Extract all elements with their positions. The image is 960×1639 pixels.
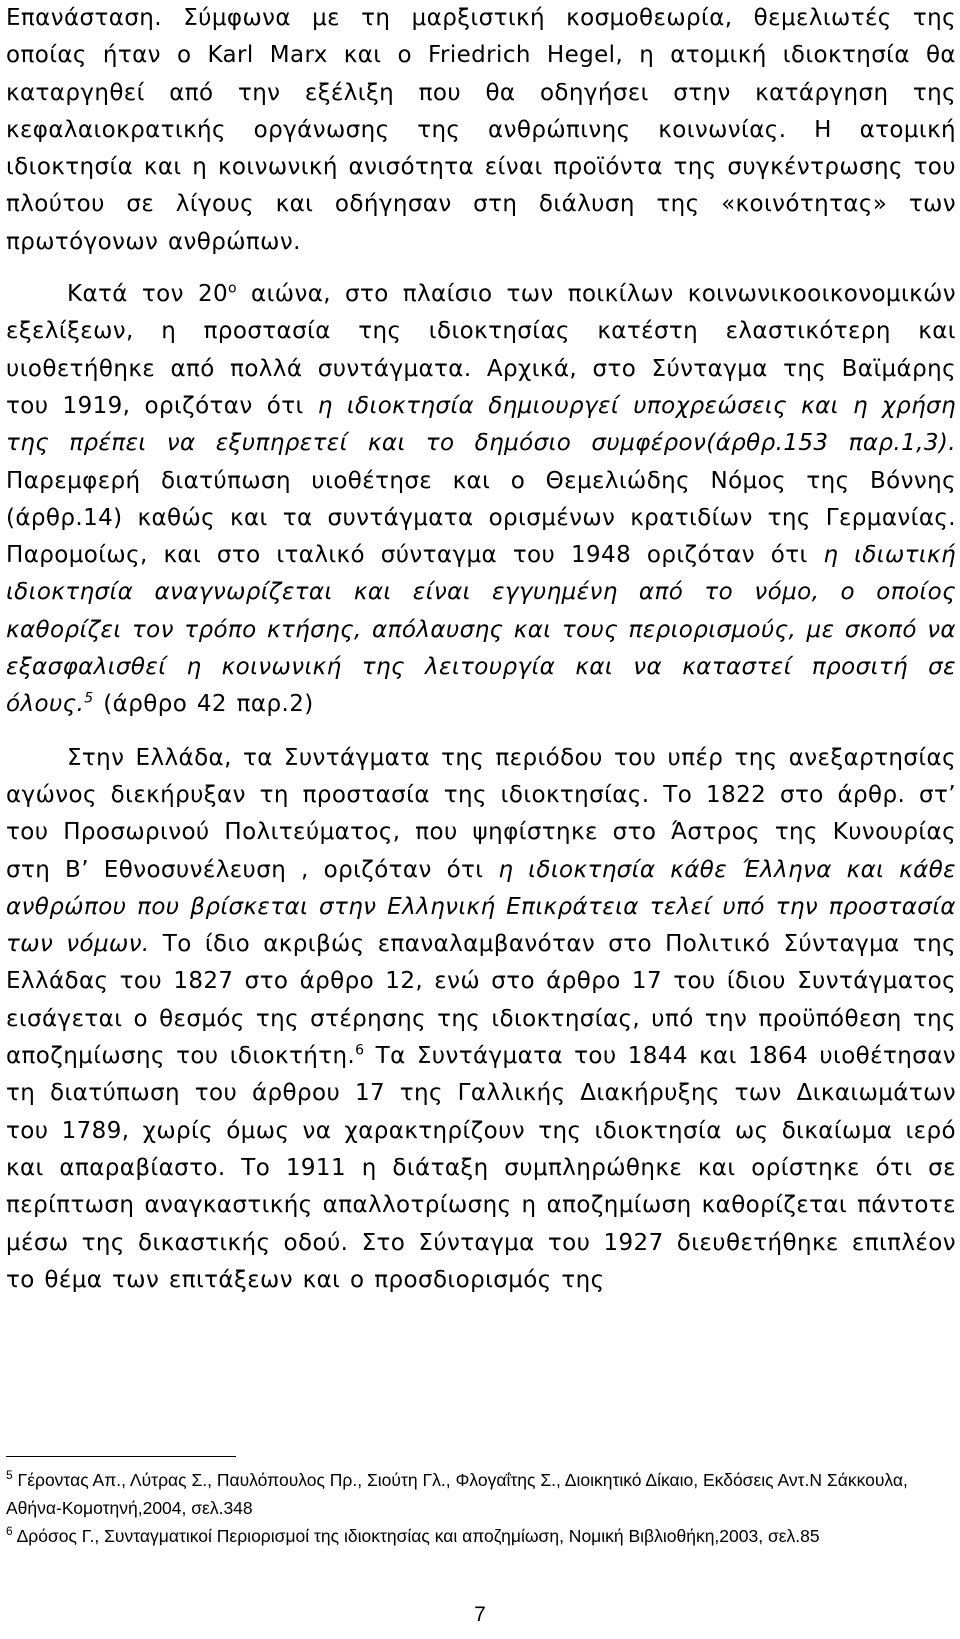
italian-quote-text: η ιδιωτική ιδιοκτησία αναγνωρίζεται και είναι εγγυημένη από το νόμο, ο οποίος καθορίζει τον τρόπο κτήσης, απόλαυσης και τους περιορισμούς, με σκοπό να εξασφαλισθεί η κοινωνική της λειτουργία και να καταστεί προσιτή σε όλους. (6, 542, 956, 718)
paragraph-2-text-a: Κατά τον 20 (67, 281, 229, 308)
paragraph-2-text-b: αιώνα, στο πλαίσιο των ποικίλων κοινωνικοοικονομικών εξελίξεων, η προστασία της ιδιοκτησίας κατέστη ελαστικότερη και υιοθετήθηκε από πολλά συντάγματα. Αρχικά, στο Σύνταγμα της Βαϊμάρης του 1919, οριζόταν ότι (6, 281, 956, 419)
footnote-number: 6 (6, 1524, 13, 1539)
paragraph-2-text-f: (άρθρο 42 παρ.2) (93, 691, 314, 718)
constitution-1822-quote: η ιδιοκτησία κάθε Έλληνα και κάθε ανθρώπου που βρίσκεται στην Ελληνική Επικράτεια τελεί υπό την προστασία των νόμων. (6, 856, 956, 958)
paragraph-3-text-a: Στην Ελλάδα, τα Συντάγματα της περιόδου του υπέρ της ανεξαρτησίας αγώνος διεκήρυξαν τη προστασία της ιδιοκτησίας. Το 1822 στο άρθρ. στ’ του Προσωρινού Πολιτεύματος, που ψηφίστηκε στο Άστρος της Κυνουρίας στη Β’ Εθνοσυνέλευση , οριζόταν ότι (6, 744, 956, 883)
footnote-text: Γέροντας Απ., Λύτρας Σ., Παυλόπουλος Πρ., Σιούτη Γλ., Φλογαΐτης Σ., Διοικητικό Δίκαιο, Εκδόσεις Αντ.Ν Σάκκουλα, Αθήνα-Κομοτηνή,2004, σελ.348 (6, 1470, 908, 1518)
paragraph-1-text: Επανάσταση. Σύμφωνα με τη μαρξιστική κοσμοθεωρία, θεμελιωτές της οποίας ήταν ο Karl Marx και ο Friedrich Hegel, η ατομική ιδιοκτησία θα καταργηθεί από την εξέλιξη που θα οδηγήσει στην κατάργηση της κεφαλαιοκρατικής οργάνωσης της ανθρώπινης κοινωνίας. Η ατομική ιδιοκτησία και η κοινωνική ανισότητα είναι προϊόντα της συγκέντρωσης του πλούτου σε λίγους και οδήγησαν στη διάλυση της «κοινότητας» των πρωτόγονων ανθρώπων. (6, 5, 956, 255)
footnote-ref-5[interactable]: 5 (84, 690, 94, 707)
footnote-text: Δρόσος Γ., Συνταγματικοί Περιορισμοί της ιδιοκτησίας και αποζημίωση, Νομική Βιβλιοθήκη,2003, σελ.85 (12, 1526, 820, 1546)
paragraph-1 (6, 0, 956, 261)
footnote-6 (6, 1522, 956, 1550)
body-text (6, 0, 956, 1299)
paragraph-2 (6, 276, 956, 724)
footnote-number: 5 (6, 1468, 13, 1483)
paragraph-2-text-d: Παρεμφερή διατύπωση υιοθέτησε και ο Θεμελιώδης Νόμος της Βόννης (άρθρ.14) καθώς και τα συντάγματα ορισμένων κρατιδίων της Γερμανίας. Παρομοίως, και στο ιταλικό σύνταγμα του 1948 οριζόταν ότι (6, 467, 956, 569)
footnote-separator (6, 1456, 236, 1457)
paragraph-3 (6, 740, 956, 1299)
paragraph-3-text-c: Το ίδιο ακριβώς επαναλαμβανόταν στο Πολιτικό Σύνταγμα της Ελλάδας του 1827 στο άρθρο 12, ενώ στο άρθρο 17 του ίδιου Συντάγματος εισάγεται ο θεσμός της στέρησης της ιδιοκτησίας, υπό την προϋπόθεση της αποζημίωσης του ιδιοκτήτη. (6, 931, 956, 1070)
page-number: 7 (474, 1603, 486, 1626)
footnotes (6, 1466, 956, 1550)
paragraph-3-text-d: Τα Συντάγματα του 1844 και 1864 υιοθέτησαν τη διατύπωση του άρθρου 17 της Γαλλικής Διακήρυξης των Δικαιωμάτων του 1789, χωρίς όμως να χαρακτηρίζουν της ιδιοκτησία ως δικαίωμα ιερό και απαραβίαστο. Το 1911 η διάταξη συμπληρώθηκε και ορίστηκε ότι σε περίπτωση αναγκαστικής απαλλοτρίωσης η αποζημίωση καθορίζεται πάντοτε μέσω της δικαστικής οδού. Στο Σύνταγμα του 1927 διευθετήθηκε επιπλέον το θέμα των επιτάξεων και ο προσδιορισμός της (6, 1043, 956, 1293)
footnote-5 (6, 1466, 956, 1522)
weimar-quote: η ιδιοκτησία δημιουργεί υποχρεώσεις και η χρήση της πρέπει να εξυπηρετεί και το δημόσιο συμφέρον(άρθρ.153 παρ.1,3). (6, 392, 956, 457)
footnote-ref-6[interactable]: 6 (355, 1042, 365, 1059)
ordinal-superscript: ο (228, 280, 237, 297)
